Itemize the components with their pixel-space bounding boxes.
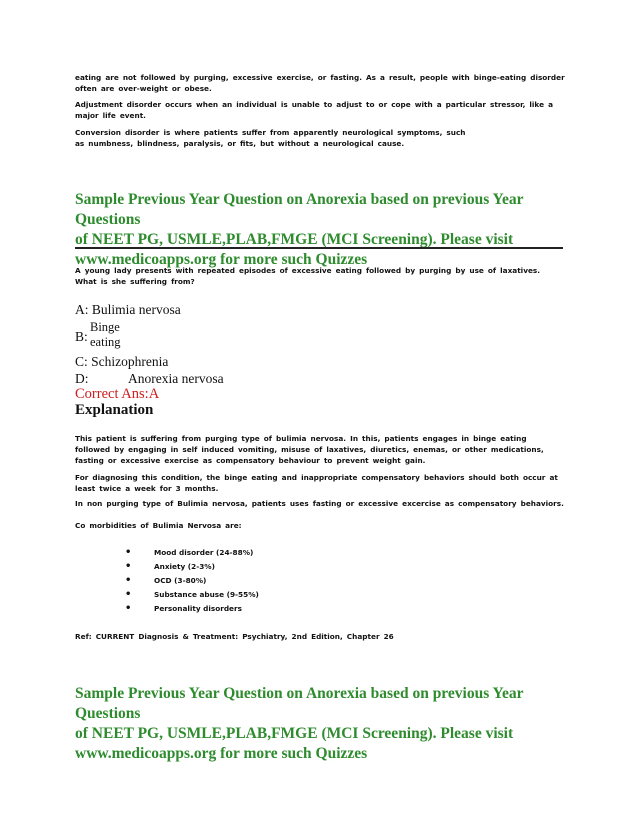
correct-answer: Correct Ans:A <box>75 386 160 402</box>
explanation-paragraph-1: This patient is suffering from purging type of bulimia nervosa. In this, patients engages in binge eating followed by engaging in self induced vomiting, misuse of laxatives, diuretics, enemas, or other medications, fasting or excessive exercise as compensatory behaviour to prevent weight gain. <box>75 434 544 465</box>
conversion-line-1: Conversion disorder is where patients suffer from apparently neurological symptoms, such <box>75 128 466 137</box>
list-item: • Anxiety (2-3%) <box>125 561 215 572</box>
question-text: A young lady presents with repeated episodes of excessive eating followed by purging by use of laxatives. What is she suffering from? <box>75 266 541 286</box>
option-b <box>75 320 175 352</box>
bullet-icon: • <box>125 589 132 600</box>
option-c: C: Schizophrenia <box>75 354 169 369</box>
explanation-paragraph-2: For diagnosing this condition, the binge eating and inappropriate compensatory behaviors should both occur at least twice a week for 3 months. <box>75 473 558 493</box>
promo-line-3: www.medicoapps.org for more such Quizzes <box>75 745 368 762</box>
promo-line-3: www.medicoapps.org for more such Quizzes <box>75 251 368 268</box>
option-d <box>75 371 325 387</box>
bullet-icon: • <box>125 547 132 558</box>
promo-line-2: of NEET PG, USMLE,PLAB,FMGE (MCI Screening). Please visit <box>75 725 514 742</box>
promo-heading-bottom <box>75 684 565 764</box>
list-item: • OCD (3-80%) <box>125 575 207 586</box>
promo-line-2: of NEET PG, USMLE,PLAB,FMGE (MCI Screening). Please visit <box>75 231 514 248</box>
option-a: A: Bulimia nervosa <box>75 302 181 317</box>
intro-paragraph-conversion-disorder <box>75 127 565 149</box>
intro-paragraph-binge-eating: eating are not followed by purging, excessive exercise, or fasting. As a result, people with binge-eating disorder often are over-weight or obese. <box>75 73 565 93</box>
intro-paragraph-adjustment-disorder: Adjustment disorder occurs when an individual is unable to adjust to or cope with a particular stressor, like a major life event. <box>75 100 553 120</box>
comorbidities-list <box>125 546 259 616</box>
option-d-text: Anorexia nervosa <box>128 371 224 386</box>
explanation-title: Explanation <box>75 402 154 418</box>
bullet-icon: • <box>125 575 132 586</box>
promo-line-1: Sample Previous Year Question on Anorexia based on previous Year Questions <box>75 685 524 722</box>
list-item: • Personality disorders <box>125 603 242 614</box>
promo-heading-top <box>75 190 565 270</box>
bullet-icon: • <box>125 603 132 614</box>
option-b-line-2: eating <box>90 335 121 349</box>
horizontal-divider <box>75 247 563 249</box>
comorbidities-intro: Co morbidities of Bulimia Nervosa are: <box>75 521 242 530</box>
option-b-line-1: Binge <box>90 320 120 334</box>
option-b-prefix: B: <box>75 329 88 344</box>
list-item: • Substance abuse (9-55%) <box>125 589 259 600</box>
option-b-text <box>90 320 121 350</box>
explanation-paragraph-3: In non purging type of Bulimia nervosa, patients uses fasting or excessive excercise as compensatory behaviors. <box>75 499 564 508</box>
promo-line-1: Sample Previous Year Question on Anorexia based on previous Year Questions <box>75 191 524 228</box>
reference-citation: Ref: CURRENT Diagnosis & Treatment: Psychiatry, 2nd Edition, Chapter 26 <box>75 632 394 641</box>
option-d-prefix: D: <box>75 371 89 386</box>
list-item: • Mood disorder (24-88%) <box>125 547 254 558</box>
bullet-icon: • <box>125 561 132 572</box>
conversion-line-2: as numbness, blindness, paralysis, or fits, but without a neurological cause. <box>75 139 405 148</box>
